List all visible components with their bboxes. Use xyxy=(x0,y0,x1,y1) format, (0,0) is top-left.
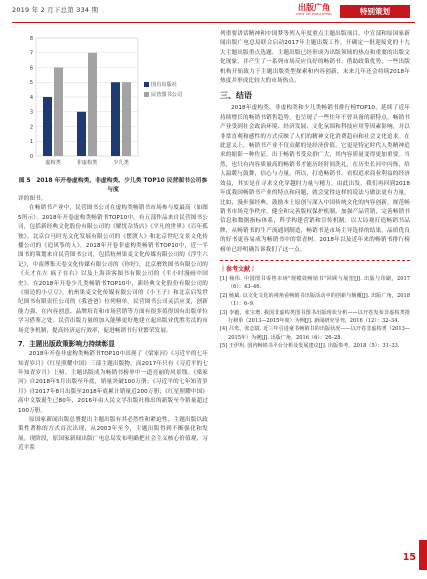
references-section xyxy=(220,260,410,351)
legend-swatch xyxy=(144,82,149,87)
y-tick-label: 7 xyxy=(29,50,33,57)
logo-cn-text: 出版广角 xyxy=(298,3,330,12)
x-tick-label: 虚构类 xyxy=(45,160,61,166)
paragraph: 2018年开卷非虚构类畅销书TOP10中出现了《梁家河》《习近平的七年知青岁月》《红星照耀中国》三部主题出版物，而2017年只有《习近平的七年知青岁月》上榜。主题出版成为畅销书榜单中一道亮丽的风景线。《梁家河》自2018年5月出版至年底，销量突破100万册；《习近平的七年知青岁月》自2017年8月出版至2018年底累计销量近200万册；《红星照耀中国》高中文版诞生已80年，2016年由人民文学出版社推出的新版至今销量超过100万册。 xyxy=(18,351,208,414)
legend-swatch xyxy=(144,92,149,97)
paragraph: 列重要讲话精神和中国梦等列入年度重点主题出版项目。中宣部和原国家新闻出版广电总局联合启动2017年主题出版工作，开确定一批迎接党的十九大主题出版重点选题。主题出版已经形成为出版领域的热点和重要的出版文化现象，并产生了一系列市场反应良好的畅销书。借助政策优势，一些出版机构开始致力于主题出版类型探索和内容创新，未来几年还会持续2018年热度并形成比较大的市场热点。 xyxy=(220,31,410,85)
header-divider xyxy=(12,22,415,23)
y-tick-label: 6 xyxy=(29,65,33,72)
issue-label: 2019 年 2 月下总第 334 期 xyxy=(12,6,99,14)
section-heading: 三、结语 xyxy=(220,91,252,101)
x-tick-label: 非虚构类 xyxy=(76,160,98,166)
bar xyxy=(43,97,52,156)
bar xyxy=(54,68,63,157)
y-tick-label: 2 xyxy=(29,124,33,131)
bar xyxy=(122,82,131,156)
paragraph: 在畅销书产业中，民营图书公司在虚构类畅销书市场参与度最高（如图5所示）。2018年开卷虚构类畅销书TOP10中，有五部作品来自民营图书公司，包括新经典文化股份有限公司的《解忧杂货店》《平凡的世界》《百年孤独》，北京白马时光文化发展有限公司的《摆渡人》和北京世纪文景文化传播公司的《追风筝的人》。2018年开卷非虚构类畅销书TOP10中，近一半图书的策划来自民营图书公司，包括杭州果麦文化传媒有限公司的《浮生六记》，中南博集天卷文化传媒有限公司的《你好》，北京磨铁图书有限公司的《天才在左 疯子在右》以及上海读客图书有限公司的《半小时漫画中国史》。在2018年开卷少儿类畅销书TOP10中，新经典文化股份有限公司的《窗边的小豆豆》，杭州果麦文化传媒有限公司的《小王子》和北京启发世纪图书有限责任公司的《我爸爸》位列榜单。民营图书公司灵活应变，创新能力强，在内容创意、品牌培育和市场营销等方面有很多值得国有出版单位学习借鉴之处。民营出版力量的加入能够更好地建立起出版业优胜劣汰的市场竞争机制，提高经济运行效率，促进畅销书行业繁荣发展。 xyxy=(18,205,208,334)
paragraph: 2018年虚构类、非虚构类和少儿类畅销书排行榜TOP10，延续了近年持续增长的畅销书销售趋势，也呈现了一些往年不曾具备的新特点。畅销书产业受到社会政治环境、经济发展、文化氛围和科技应用等因素影响，并以非常直观和感性的方式反映了人们的精神文化消费趋向和社会文化追求。在此意义上，畅销书产业不仅贡献的是经济价值，它更是特定时代人类精神追求的缩影一种佐证。出于畅销书受众群广大，其内容质量变得更加重要。当然，也只有内容质量高的畅销书才能历经时间洗礼，在历史长河中闪烁，给人温暖与鼓舞，信心与力量。所以，打造畅销书，看似追求商业利益的经济效益，其实是在寻求文化穿越时力量与精力。由此出发，我们再回到2018年度我国畅销书产业的特点和问题，就会觉得这样的说法与做法更有力量。比如，漫步强经典，鼓励本土原创与深入中国传统文化的内容创新，规范畅销书市场竞争秩序，健全和完善版权保护机制，加强产品营销，完善畅销书信息和数据指标体系，科学构建营销和宣传机制，以大局观打造畅销书品牌，从畅销书的生产流通到制造，畅销书是市场主导选择的结果，品质优良的好书更容易成为畅销书中的常青树。2018年以及近年来的畅销书排行榜榜单已经明确告诉我们了这一点。 xyxy=(220,105,410,253)
y-tick-label: 5 xyxy=(29,80,33,87)
legend-label: 国有出版社 xyxy=(151,82,177,88)
references-title: ｜参考文献｜ xyxy=(220,265,257,273)
reference-item: [3] 李毅，张宝增. 我国非虚构类图书图书出版现状分析——以开卷发布非虚构类排行榜单（2013—2015年度）为例[J]. 新闻研究导刊，2016（12）：32–34. xyxy=(220,309,410,324)
right-column xyxy=(220,30,410,351)
y-tick-label: 0 xyxy=(29,153,33,160)
corner-accent xyxy=(419,540,427,570)
reference-item: [2] 杨斌. 以文化文化的视角看畅销书出版活动中的创新与颠覆[J]. 出版广角，2018（1）：6–9. xyxy=(220,292,410,308)
reference-item: [4] 吕鸾，张志镜. 近三年引进童书畅销书的出版状况——以开卷非虚构类（2013—2015年）为例[J]. 出版广角，2016（6）：26–28. xyxy=(220,326,410,341)
bar-chart-svg xyxy=(18,30,208,175)
bar-chart xyxy=(18,30,208,175)
bar xyxy=(111,82,120,156)
page-number: 15 xyxy=(402,552,416,563)
bar xyxy=(77,112,86,156)
reference-item: [5] 王伊玥. 国内畅销书平台分析及发展建议[J]. 出版参考，2018（5）：31–33. xyxy=(220,343,400,350)
y-tick-label: 1 xyxy=(29,139,33,146)
left-column xyxy=(18,30,208,454)
page-header xyxy=(0,0,427,24)
section-heading: 7．主题出版政策影响力持续彰显 xyxy=(18,340,115,349)
figure-caption: 图 5 2018 年开卷虚构类、非虚构类、少儿类 TOP10 民营图书公司参与度 xyxy=(18,178,208,193)
paragraph: 原国家新闻出版总署提出主题出版有其必然性和紧迫性，主题出版以政策性著称的方式首次出现，从2003年至今，主题出版得到不断强化和发展。现阶段，原国家新闻出版广电总局发布明确把社会主义核心价值观、习近平系 xyxy=(18,416,208,452)
section-tag: 特别策划 xyxy=(340,5,410,18)
logo-en-text: VIEW ON PUBLISHING xyxy=(295,12,333,16)
bar xyxy=(88,53,97,156)
legend-label: 民营图书公司 xyxy=(151,92,183,98)
y-tick-label: 3 xyxy=(29,109,33,116)
y-tick-label: 8 xyxy=(29,35,33,42)
reference-item: [1] 杨伟. 中国图书零售市场"规模效畅销书"回顾与展望[J]. 出版与印刷，2017（6）：43–46. xyxy=(220,275,410,291)
x-tick-label: 少儿类 xyxy=(113,160,129,166)
y-tick-label: 4 xyxy=(29,94,33,101)
paragraph: 评的图书。 xyxy=(18,196,47,202)
journal-logo xyxy=(293,3,335,16)
